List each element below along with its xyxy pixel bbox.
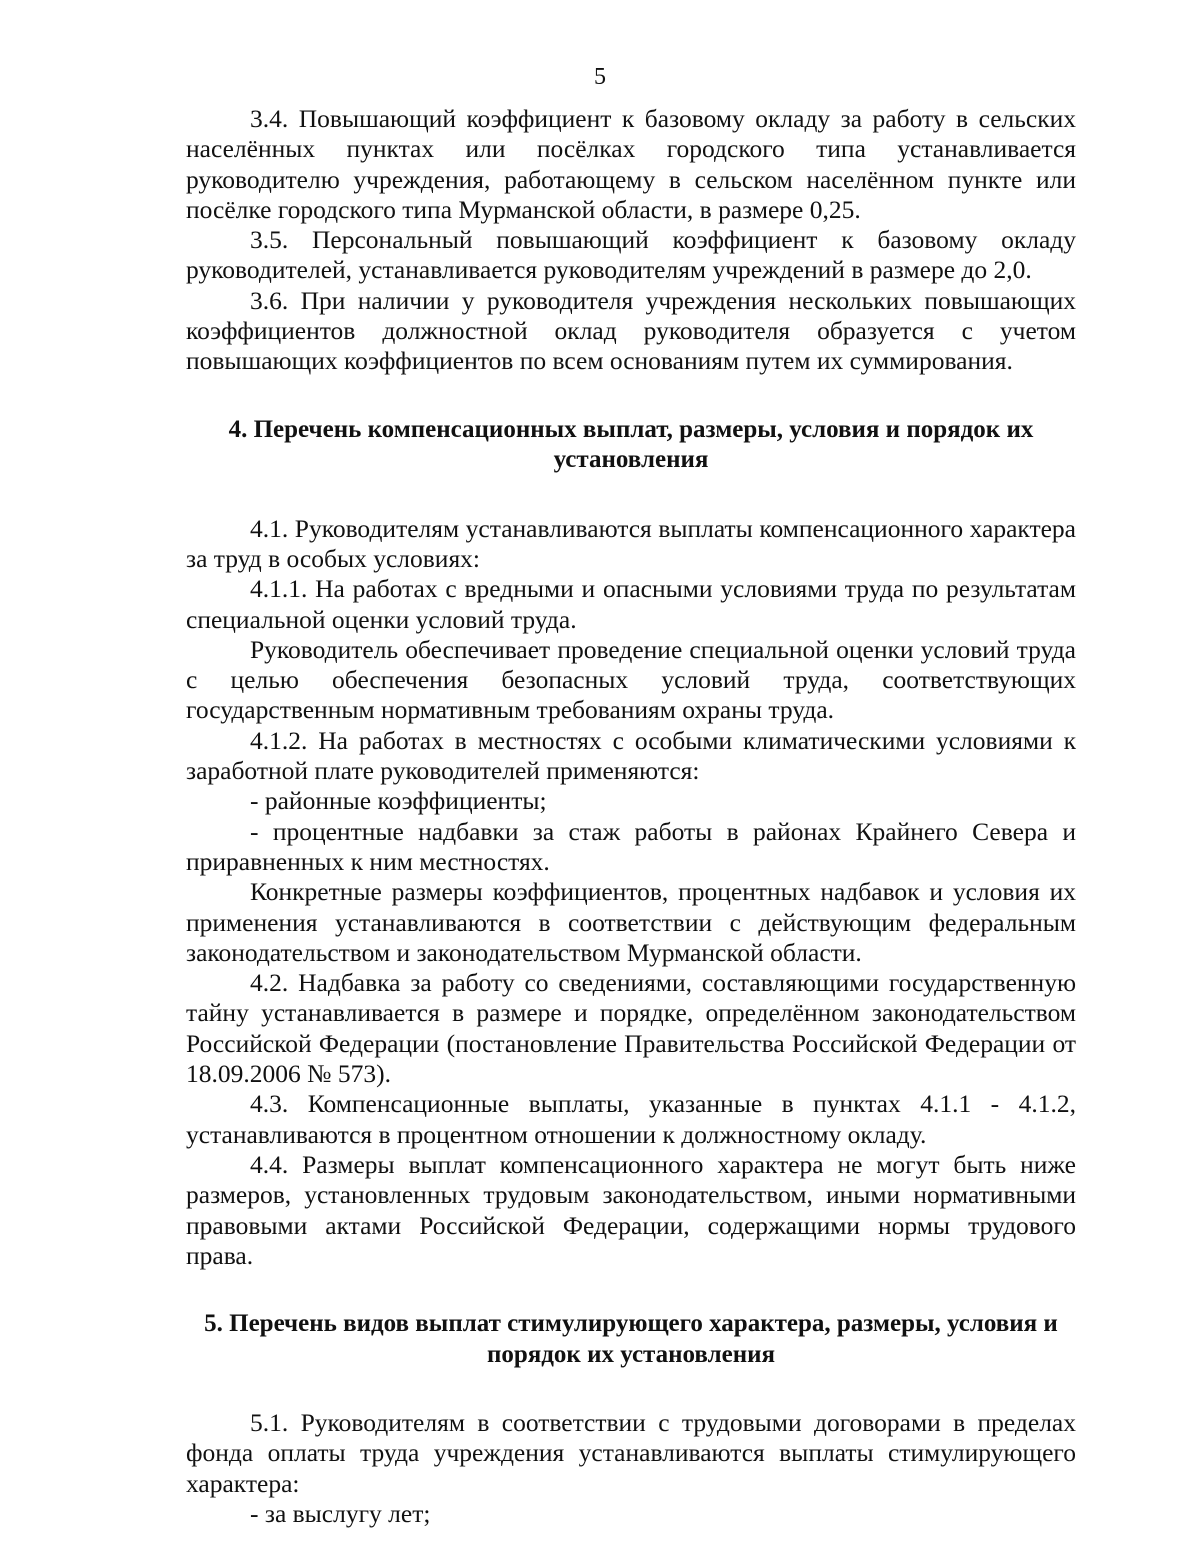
paragraph-special-assessment: Руководитель обеспечивает проведение специальной оценки условий труда с целью обеспечения безопасных условий труда, соответствующих государственным нормативным требованиям охраны труда.	[186, 634, 1076, 725]
list-item-length-of-service: - за выслугу лет;	[250, 1498, 431, 1528]
paragraph-4-4: 4.4. Размеры выплат компенсационного характера не могут быть ниже размеров, установленных трудовым законодательством, иными нормативными правовыми актами Российской Федерации, содержащими нормы трудового права.	[186, 1149, 1076, 1270]
paragraph-4-1: 4.1. Руководителям устанавливаются выплаты компенсационного характера за труд в особых условиях:	[186, 513, 1076, 573]
paragraph-3-6: 3.6. При наличии у руководителя учреждения нескольких повышающих коэффициентов должностной оклад руководителя образуется с учетом повышающих коэффициентов по всем основаниям путем их суммирования.	[186, 285, 1076, 376]
paragraph-3-5: 3.5. Персональный повышающий коэффициент к базовому окладу руководителей, устанавливается руководителям учреждений в размере до 2,0.	[186, 225, 1076, 285]
section-5-body	[186, 1408, 1076, 1529]
list-item-percentage-allowances: - процентные надбавки за стаж работы в районах Крайнего Севера и приравненных к ним местностях.	[186, 816, 1076, 876]
paragraph-4-2: 4.2. Надбавка за работу со сведениями, составляющими государственную тайну устанавливается в размере и порядке, определённом законодательством Российской Федерации (постановление Правительства Российской Федерации от 18.09.2006 № 573).	[186, 968, 1076, 1089]
paragraph-specific-sizes: Конкретные размеры коэффициентов, процентных надбавок и условия их применения устанавливаются в соответствии с действующим федеральным законодательством и законодательством Мурманской области.	[186, 877, 1076, 967]
section-4-heading: 4. Перечень компенсационных выплат, размеры, условия и порядок их установления	[228, 415, 1034, 474]
page-number: 5	[594, 64, 606, 90]
paragraph-3-4: 3.4. Повышающий коэффициент к базовому окладу за работу в сельских населённых пунктах или посёлках городского типа устанавливается руководителю учреждения, работающему в сельском населённом пункте или посёлке городского типа Мурманской области, в размере 0,25.	[186, 104, 1076, 224]
section-5-heading: 5. Перечень видов выплат стимулирующего характера, размеры, условия и порядок их установления	[204, 1310, 1058, 1368]
paragraph-4-1-1: 4.1.1. На работах с вредными и опасными условиями труда по результатам специальной оценки условий труда.	[186, 574, 1076, 634]
section-4-body	[186, 514, 1076, 1271]
paragraph-4-1-2: 4.1.2. На работах в местностях с особыми климатическими условиями к заработной плате руководителей применяются:	[186, 725, 1076, 786]
paragraph-5-1: 5.1. Руководителям в соответствии с трудовыми договорами в пределах фонда оплаты труда учреждения устанавливаются выплаты стимулирующего характера:	[186, 1408, 1076, 1498]
paragraph-4-3: 4.3. Компенсационные выплаты, указанные в пунктах 4.1.1 - 4.1.2, устанавливаются в процентном отношении к должностному окладу.	[186, 1089, 1076, 1149]
list-item-regional-coefficients: - районные коэффициенты;	[250, 786, 547, 816]
document-body	[186, 104, 1076, 1529]
